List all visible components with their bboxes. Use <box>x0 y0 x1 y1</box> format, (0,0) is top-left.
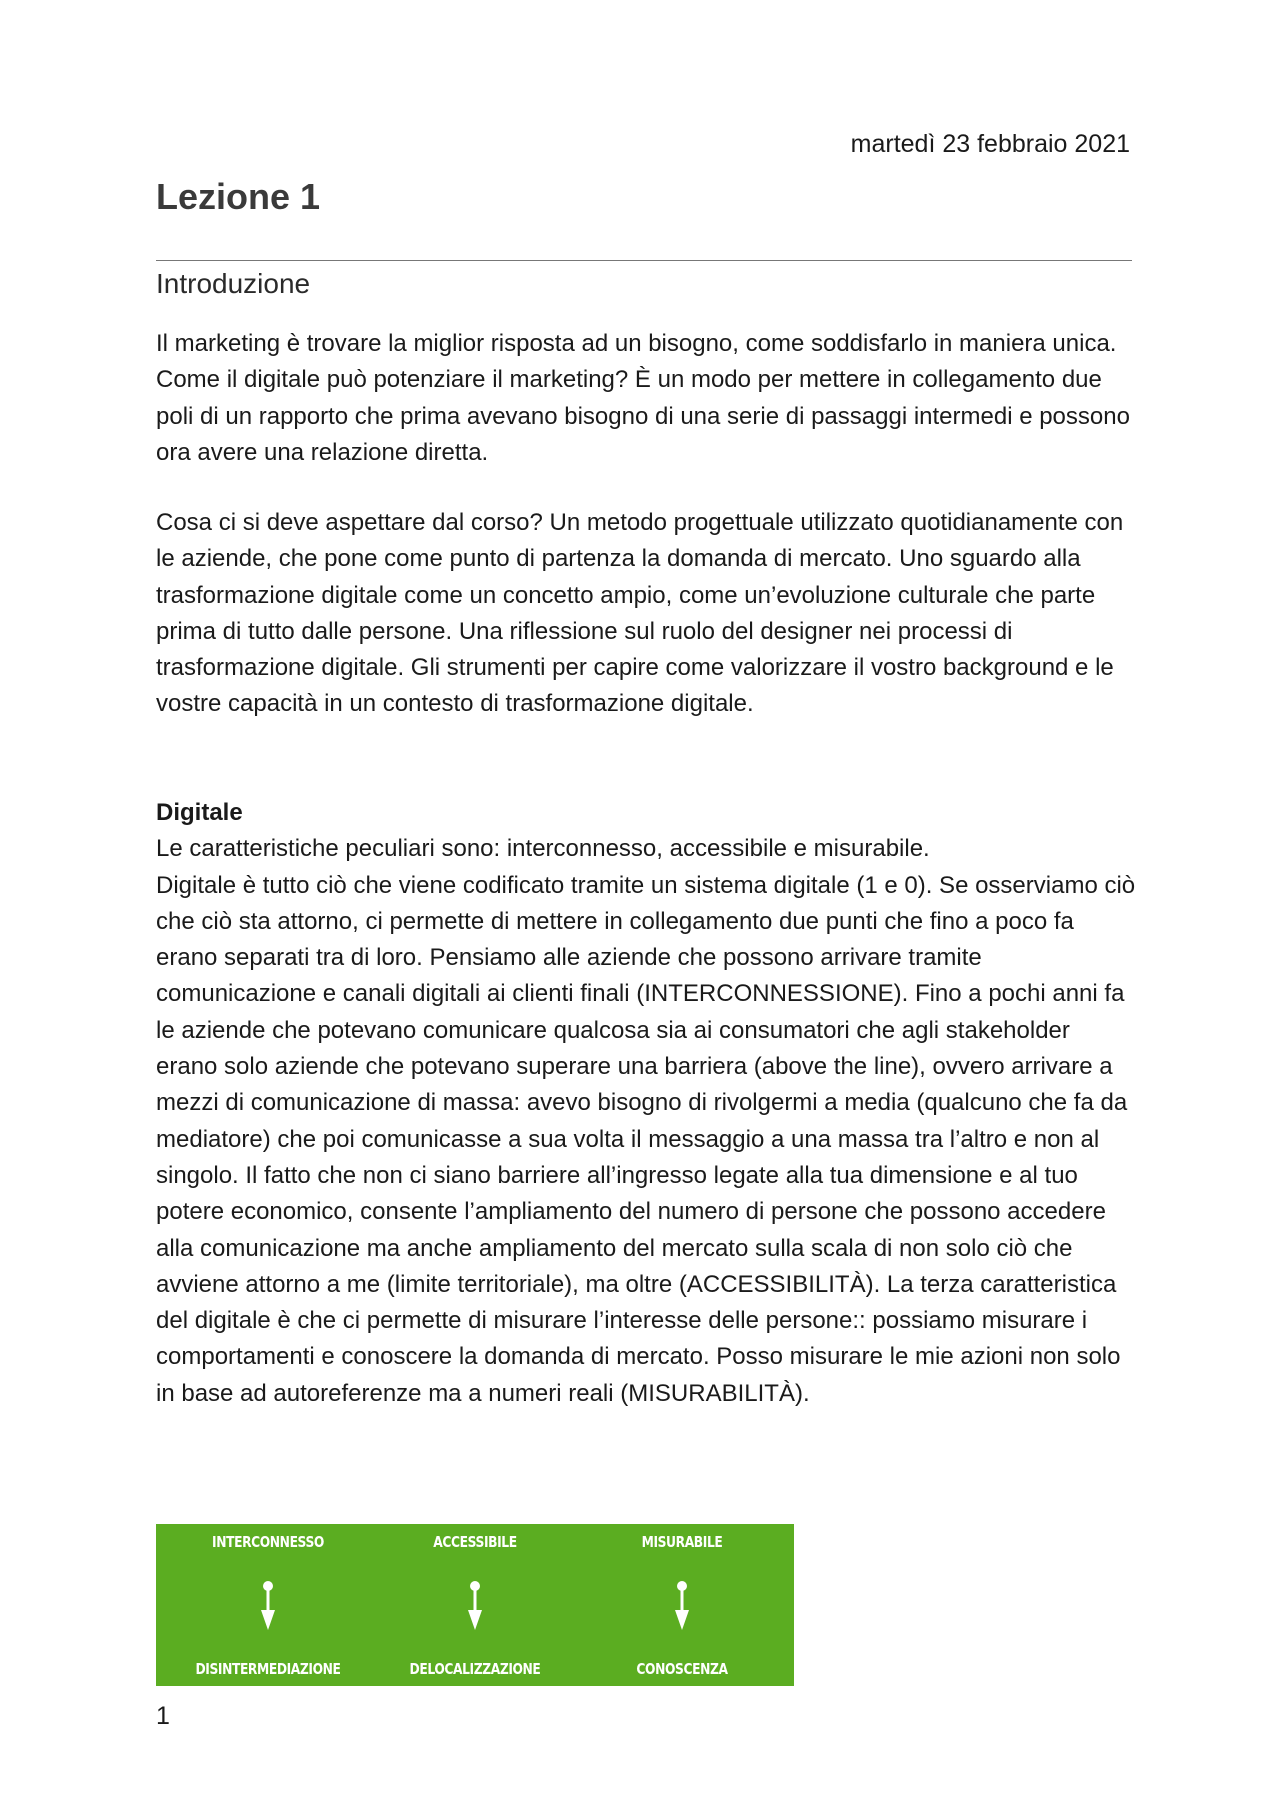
digitale-section <box>156 795 1136 1412</box>
figure-label-bottom: DISINTERMEDIAZIONE <box>195 1660 341 1678</box>
digitale-paragraph: Digitale è tutto ciò che viene codificato tramite un sistema digitale (1 e 0). Se osserviamo ciò che ciò sta attorno, ci permette di mettere in collegamento due punti che fino a poco fa erano separati tra di loro. Pensiamo alle aziende che possono arrivare tramite comunicazione e canali digitali ai clienti finali (INTERCONNESSIONE). Fino a pochi anni fa le aziende che potevano comunicare qualcosa sia ai consumatori che agli stakeholder erano solo aziende che potevano superare una barriera (above the line), ovvero arrivare a mezzi di comunicazione di massa: avevo bisogno di rivolgermi a media (qualcuno che fa da mediatore) che poi comunicasse a sua volta il messaggio a una massa tra l’altro e non al singolo. Il fatto che non ci siano barriere all’ingresso legate alla tua dimensione e al tuo potere economico, consente l’ampliamento del numero di persone che possono accedere alla comunicazione ma anche ampliamento del mercato sulla scala di non solo ciò che avviene attorno a me (limite territoriale), ma oltre (ACCESSIBILITÀ). La terza caratteristica del digitale è che ci permette di misurare l’interesse delle persone:: possiamo misurare i comportamenti e conoscere la domanda di mercato. Posso misurare le mie azioni non solo in base ad autoreferenze ma a numeri reali (MISURABILITÀ). <box>156 871 1136 1407</box>
digitale-characteristics-line: Le caratteristiche peculiari sono: interconnesso, accessibile e misurabile. <box>156 835 930 863</box>
course-paragraph: Cosa ci si deve aspettare dal corso? Un metodo progettuale utilizzato quotidianamente con le aziende, che pone come punto di partenza la domanda di mercato. Uno sguardo alla trasformazione digitale come un concetto ampio, come un’evoluzione culturale che parte prima di tutto dalle persone. Una riflessione sul ruolo del designer nei processi di trasformazione digitale. Gli strumenti per capire come valorizzare il vostro background e le vostre capacità in un contesto di trasformazione digitale. <box>156 509 1124 718</box>
down-arrow-icon <box>258 1580 278 1634</box>
page-number: 1 <box>156 1702 170 1730</box>
down-arrow-icon <box>465 1580 485 1634</box>
subheading-digitale: Digitale <box>156 799 243 826</box>
digital-characteristics-figure <box>156 1524 794 1686</box>
page-title: Lezione 1 <box>156 176 321 217</box>
figure-column-misurabile <box>576 1524 788 1686</box>
down-arrow-icon <box>672 1580 692 1634</box>
document-date: martedì 23 febbraio 2021 <box>850 130 1130 158</box>
section-heading: Introduzione <box>156 268 311 299</box>
figure-label-top: ACCESSIBILE <box>433 1533 517 1551</box>
figure-column-accessibile <box>369 1524 581 1686</box>
intro-paragraph: Il marketing è trovare la miglior risposta ad un bisogno, come soddisfarlo in maniera unica. Come il digitale può potenziare il marketing? È un modo per mettere in collegamento due poli di un rapporto che prima avevano bisogno di una serie di passaggi intermedi e possono ora avere una relazione diretta. <box>156 330 1130 466</box>
figure-label-top: MISURABILE <box>641 1533 723 1551</box>
figure-label-top: INTERCONNESSO <box>212 1533 324 1551</box>
figure-label-bottom: DELOCALIZZAZIONE <box>409 1660 541 1678</box>
title-divider <box>156 260 1132 261</box>
figure-label-bottom: CONOSCENZA <box>636 1660 728 1678</box>
figure-column-interconnesso <box>162 1524 374 1686</box>
